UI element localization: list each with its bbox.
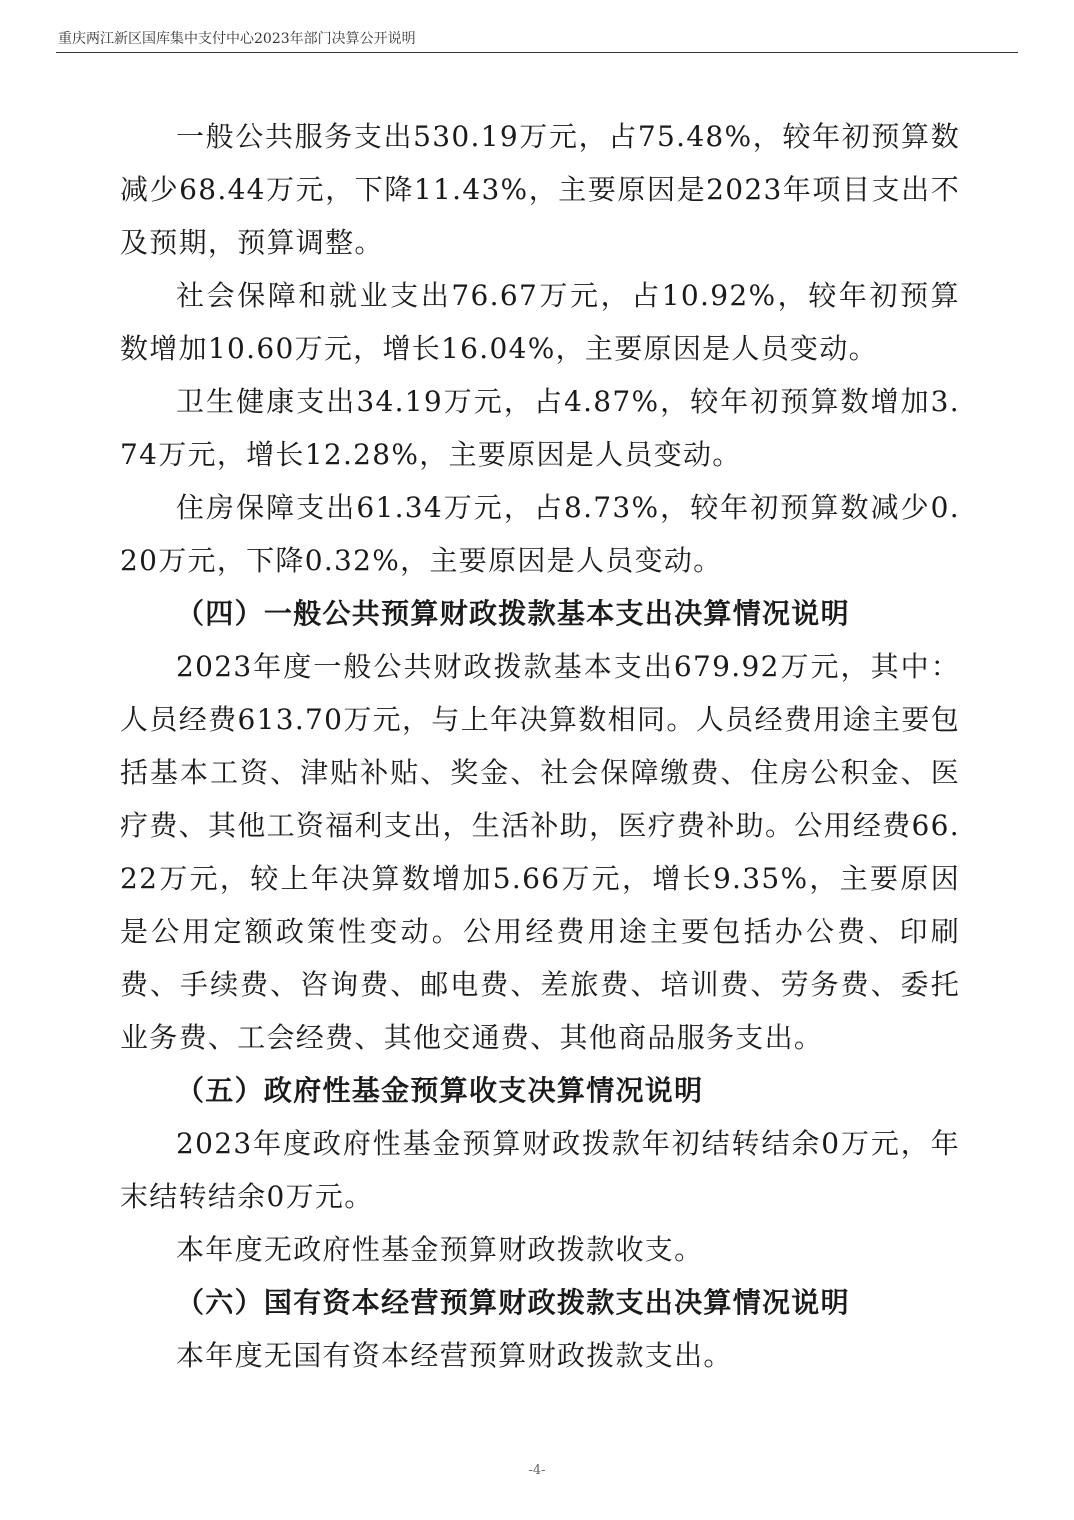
page-header [56, 30, 1018, 53]
paragraph-government-fund-none: 本年度无政府性基金预算财政拨款收支。 [176, 1233, 704, 1266]
section-heading-6: （六）国有资本经营预算财政拨款支出决算情况说明 [176, 1286, 850, 1319]
document-body [120, 110, 960, 1382]
header-title: 重庆两江新区国库集中支付中心2023年部门决算公开说明 [58, 31, 416, 47]
paragraph-basic-expenditure: 2023年度一般公共财政拨款基本支出679.92万元，其中：人员经费613.70万元，与上年决算数相同。人员经费用途主要包括基本工资、津贴补贴、奖金、社会保障缴费、住房公积金、医疗费、其他工资福利支出，生活补助，医疗费补助。公用经费66.22万元，较上年决算数增加5.66万元，增长9.35%，主要原因是公用定额政策性变动。公用经费用途主要包括办公费、印刷费、手续费、咨询费、邮电费、差旅费、培训费、劳务费、委托业务费、工会经费、其他交通费、其他商品服务支出。 [120, 650, 960, 1054]
paragraph-government-fund-balance: 2023年度政府性基金预算财政拨款年初结转结余0万元，年末结转结余0万元。 [120, 1127, 960, 1213]
paragraph-social-security: 社会保障和就业支出76.67万元，占10.92%，较年初预算数增加10.60万元，增长16.04%，主要原因是人员变动。 [120, 279, 960, 365]
page-number: -4- [528, 1463, 546, 1478]
section-heading-5: （五）政府性基金预算收支决算情况说明 [176, 1074, 704, 1107]
paragraph-state-capital-none: 本年度无国有资本经营预算财政拨款支出。 [176, 1339, 733, 1372]
paragraph-general-public-services: 一般公共服务支出530.19万元，占75.48%，较年初预算数减少68.44万元，下降11.43%，主要原因是2023年项目支出不及预期，预算调整。 [120, 120, 960, 259]
section-heading-4: （四）一般公共预算财政拨款基本支出决算情况说明 [176, 597, 850, 630]
paragraph-housing: 住房保障支出61.34万元，占8.73%，较年初预算数减少0.20万元，下降0.32%，主要原因是人员变动。 [120, 491, 960, 577]
paragraph-health: 卫生健康支出34.19万元，占4.87%，较年初预算数增加3.74万元，增长12.28%，主要原因是人员变动。 [120, 385, 960, 471]
